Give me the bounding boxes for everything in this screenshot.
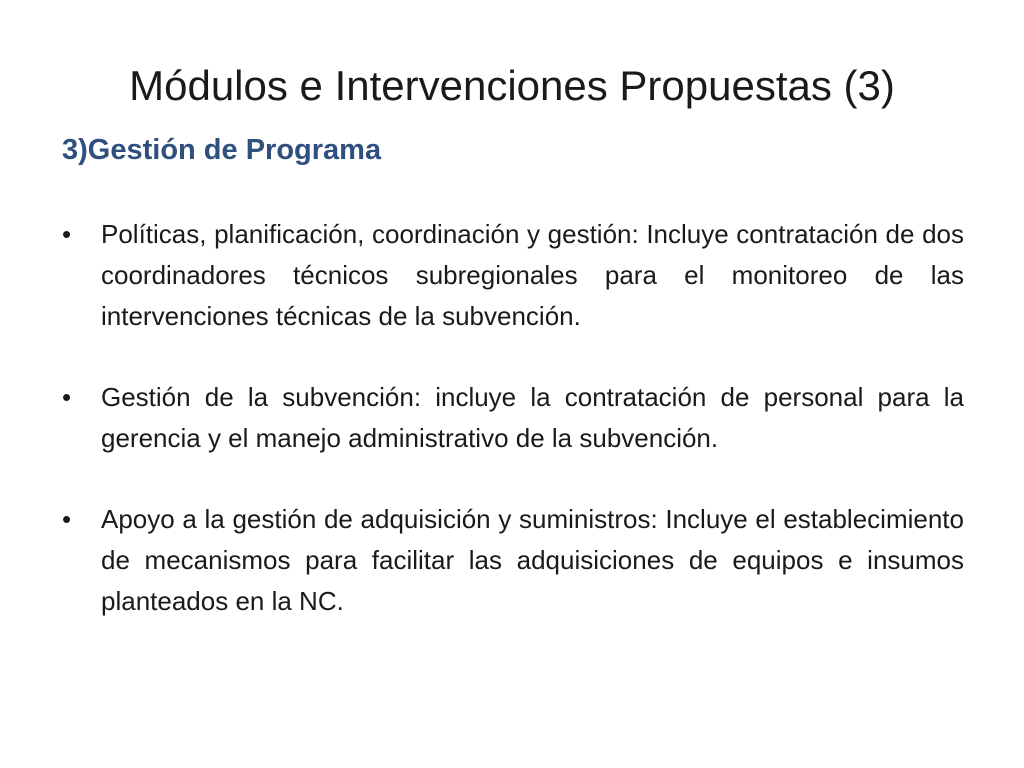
bullet-text: Apoyo a la gestión de adquisición y suministros: Incluye el establecimiento de mecanismos para facilitar las adquisiciones de equipos e insumos planteados en la NC. xyxy=(101,504,964,616)
bullet-marker: • xyxy=(62,382,72,412)
slide-title: Módulos e Intervenciones Propuestas (3) xyxy=(129,62,895,109)
bullet-item xyxy=(62,214,964,337)
bullet-item xyxy=(62,377,964,459)
bullet-text: Políticas, planificación, coordinación y gestión: Incluye contratación de dos coordinadores técnicos subregionales para el monitoreo de las intervenciones técnicas de la subvención. xyxy=(101,219,964,331)
bullet-item xyxy=(62,499,964,622)
bullet-marker: • xyxy=(62,504,72,534)
bullet-list xyxy=(62,214,964,622)
bullet-marker: • xyxy=(62,219,72,249)
bullet-text: Gestión de la subvención: incluye la contratación de personal para la gerencia y el manejo administrativo de la subvención. xyxy=(101,382,964,453)
section-subtitle: 3)Gestión de Programa xyxy=(62,134,382,166)
